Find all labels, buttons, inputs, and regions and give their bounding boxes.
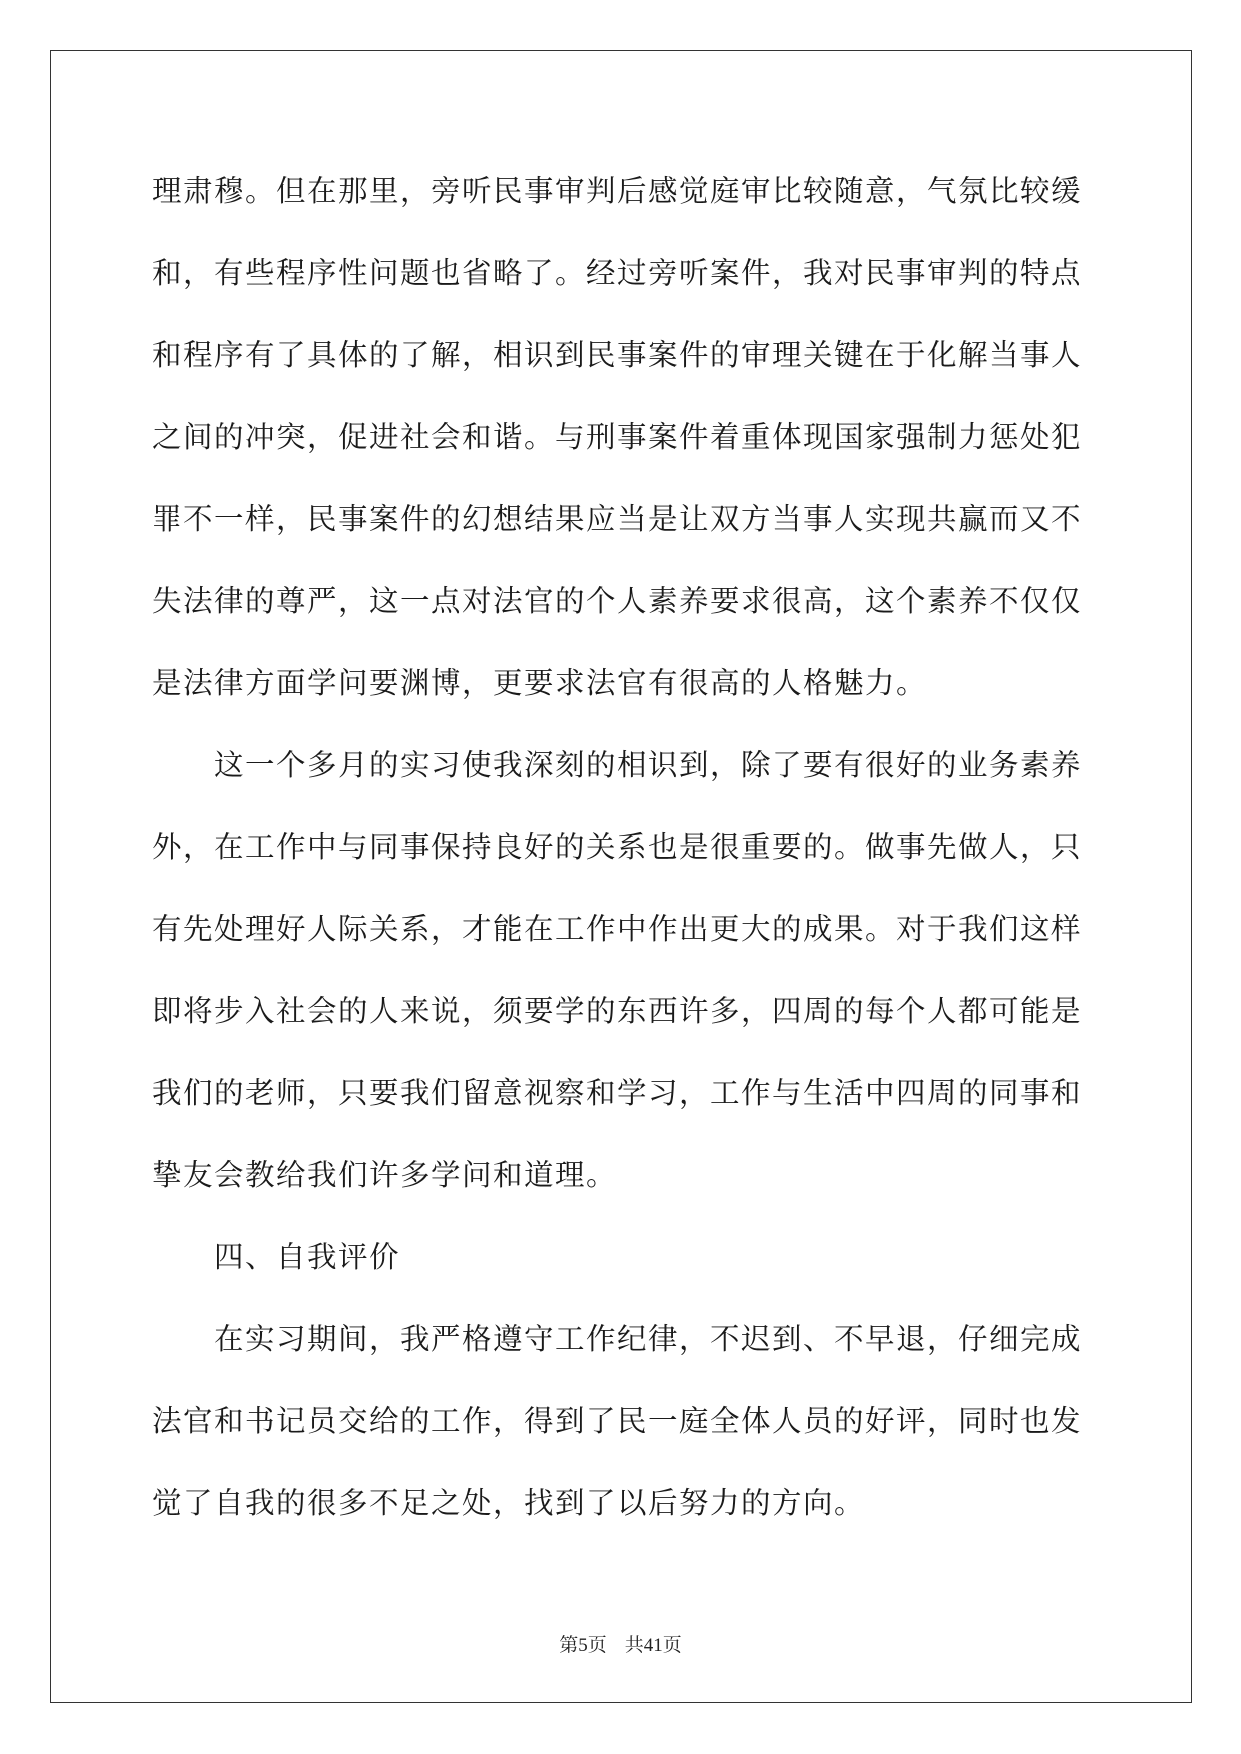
text-line: 罪不一样，民事案件的幻想结果应当是让双方当事人实现共赢而又不 [152, 502, 1083, 536]
text-line: 即将步入社会的人来说，须要学的东西许多，四周的每个人都可能是 [152, 994, 1083, 1028]
text-line: 和，有些程序性问题也省略了。经过旁听案件，我对民事审判的特点 [152, 256, 1083, 290]
page-footer [0, 1630, 1241, 1657]
text-line: 外，在工作中与同事保持良好的关系也是很重要的。做事先做人，只 [152, 830, 1083, 864]
text-line: 挚友会教给我们许多学问和道理。 [152, 1158, 618, 1192]
page-number: 第5页 [559, 1635, 607, 1656]
text-line: 理肃穆。但在那里，旁听民事审判后感觉庭审比较随意，气氛比较缓 [152, 174, 1083, 208]
text-line: 之间的冲突，促进社会和谐。与刑事案件着重体现国家强制力惩处犯 [152, 420, 1083, 454]
document-body [152, 160, 1088, 1554]
text-line: 我们的老师，只要我们留意视察和学习，工作与生活中四周的同事和 [152, 1076, 1083, 1110]
page-total: 共41页 [624, 1635, 682, 1656]
text-line: 觉了自我的很多不足之处，找到了以后努力的方向。 [152, 1486, 866, 1520]
text-line: 法官和书记员交给的工作，得到了民一庭全体人员的好评，同时也发 [152, 1404, 1083, 1438]
text-line: 失法律的尊严，这一点对法官的个人素养要求很高，这个素养不仅仅 [152, 584, 1083, 618]
section-heading: 四、自我评价 [214, 1240, 401, 1274]
text-line: 有先处理好人际关系，才能在工作中作出更大的成果。对于我们这样 [152, 912, 1083, 946]
text-line: 和程序有了具体的了解，相识到民事案件的审理关键在于化解当事人 [152, 338, 1083, 372]
paragraph-start-line: 在实习期间，我严格遵守工作纪律，不迟到、不早退，仔细完成 [214, 1322, 1083, 1356]
text-line: 是法律方面学问要渊博，更要求法官有很高的人格魅力。 [152, 666, 928, 700]
paragraph-start-line: 这一个多月的实习使我深刻的相识到，除了要有很好的业务素养 [214, 748, 1083, 782]
